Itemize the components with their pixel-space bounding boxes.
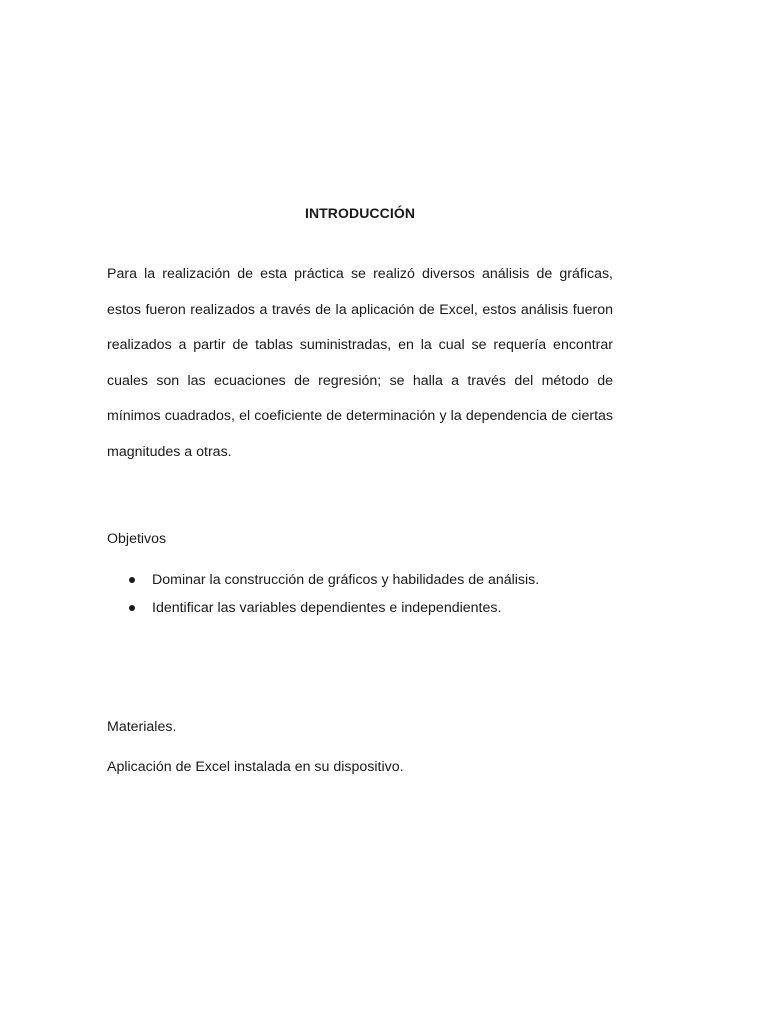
- page-title: INTRODUCCIÓN: [304, 205, 416, 221]
- materials-heading: Materiales.: [107, 719, 177, 735]
- intro-paragraph: Para la realización de esta práctica se realizó diversos análisis de gráficas, estos fueron realizados a través de la aplicación de Excel, estos análisis fueron realizados a partir de tablas suministradas, en la cual se requería encontrar cuales son las ecuaciones de regresión; se halla a través del método de mínimos cuadrados, el coeficiente de determinación y la dependencia de ciertas magnitudes a otras.: [107, 266, 613, 460]
- list-item: [107, 599, 627, 617]
- list-item: [107, 571, 627, 589]
- bullet-icon: [129, 577, 135, 583]
- objective-text: Dominar la construcción de gráficos y habilidades de análisis.: [152, 572, 540, 588]
- materials-text: Aplicación de Excel instalada en su dispositivo.: [107, 759, 404, 775]
- bullet-icon: [129, 605, 135, 611]
- objective-text: Identificar las variables dependientes e independientes.: [152, 600, 502, 616]
- objectives-heading: Objetivos: [107, 531, 167, 547]
- objectives-list: [107, 571, 627, 627]
